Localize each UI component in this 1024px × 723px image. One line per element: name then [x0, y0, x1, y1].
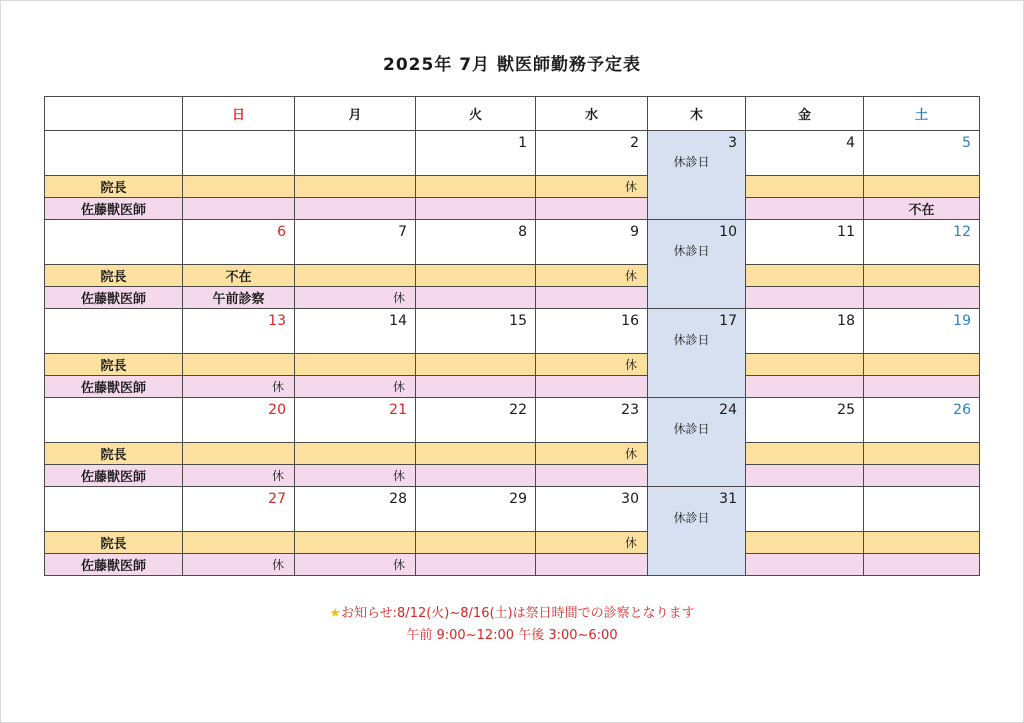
week-label-empty	[45, 131, 183, 176]
date-cell-tue	[416, 131, 536, 176]
director-status	[405, 446, 415, 460]
vet-cell-tue	[416, 287, 536, 309]
date-cell-wed	[536, 487, 648, 532]
header-corner	[45, 97, 183, 131]
vet-cell-sun	[183, 554, 295, 576]
date-number	[864, 487, 979, 491]
director-status	[405, 357, 415, 371]
director-cell-mon	[295, 354, 416, 376]
director-row	[45, 176, 980, 198]
date-cell-sun	[183, 398, 295, 443]
vet-label: 佐藤獣医師	[45, 376, 183, 398]
date-cell-sun	[183, 309, 295, 354]
vet-row	[45, 287, 980, 309]
date-cell-wed	[536, 131, 648, 176]
vet-status	[969, 557, 979, 571]
date-cell-wed	[536, 220, 648, 265]
director-cell-wed	[536, 265, 648, 287]
director-cell-fri	[746, 532, 864, 554]
date-cell-mon	[295, 398, 416, 443]
director-cell-wed	[536, 354, 648, 376]
date-number: 10	[719, 224, 737, 240]
date-cell-wed	[536, 309, 648, 354]
date-number: 13	[268, 313, 286, 329]
director-row	[45, 265, 980, 287]
date-cell-sun	[183, 131, 295, 176]
date-number	[183, 131, 294, 135]
vet-status	[525, 379, 535, 393]
vet-row	[45, 198, 980, 220]
vet-cell-sat	[864, 465, 980, 487]
director-status	[853, 268, 863, 282]
date-cell-mon	[295, 131, 416, 176]
vet-status: 不在	[908, 203, 935, 218]
notice-text-1: お知らせ:8/12(火)~8/16(土)は祭日時間での診察となります	[341, 606, 695, 621]
week-date-row	[45, 398, 980, 443]
vet-cell-tue	[416, 465, 536, 487]
date-number: 31	[719, 491, 737, 507]
schedule-table	[44, 96, 980, 576]
vet-status	[969, 379, 979, 393]
director-cell-sun	[183, 176, 295, 198]
vet-status	[525, 201, 535, 215]
vet-cell-mon	[295, 554, 416, 576]
vet-status: 午前診察	[212, 292, 265, 307]
director-row	[45, 443, 980, 465]
date-number: 19	[953, 313, 971, 329]
weekday-fri: 金	[746, 97, 864, 131]
date-number: 6	[277, 224, 286, 240]
date-number: 27	[268, 491, 286, 507]
vet-status: 休	[392, 469, 405, 483]
vet-status	[637, 290, 647, 304]
director-cell-wed	[536, 176, 648, 198]
director-status	[969, 268, 979, 282]
director-row	[45, 532, 980, 554]
date-cell-sat	[864, 487, 980, 532]
director-status	[969, 357, 979, 371]
vet-cell-fri	[746, 376, 864, 398]
vet-status	[853, 557, 863, 571]
date-number: 28	[389, 491, 407, 507]
director-cell-mon	[295, 176, 416, 198]
director-cell-sun	[183, 265, 295, 287]
closed-day-label: 休診日	[673, 511, 710, 525]
date-cell-thu	[648, 398, 746, 487]
date-number: 3	[728, 135, 737, 151]
vet-status	[284, 201, 294, 215]
date-number: 16	[621, 313, 639, 329]
vet-status	[853, 201, 863, 215]
vet-status: 休	[392, 291, 405, 305]
date-cell-thu	[648, 487, 746, 576]
director-label: 院長	[45, 443, 183, 465]
vet-status: 休	[271, 380, 284, 394]
director-label: 院長	[45, 265, 183, 287]
director-cell-sat	[864, 443, 980, 465]
director-status	[525, 357, 535, 371]
week-label-empty	[45, 309, 183, 354]
director-cell-mon	[295, 532, 416, 554]
vet-row	[45, 554, 980, 576]
week-date-row	[45, 131, 980, 176]
date-cell-wed	[536, 398, 648, 443]
director-cell-mon	[295, 265, 416, 287]
weekday-mon: 月	[295, 97, 416, 131]
date-cell-tue	[416, 398, 536, 443]
vet-row	[45, 376, 980, 398]
date-number: 15	[509, 313, 527, 329]
vet-status	[853, 290, 863, 304]
vet-label: 佐藤獣医師	[45, 198, 183, 220]
director-status	[969, 446, 979, 460]
director-cell-fri	[746, 354, 864, 376]
date-cell-fri	[746, 398, 864, 443]
vet-cell-fri	[746, 198, 864, 220]
date-number	[746, 487, 863, 491]
director-status	[853, 179, 863, 193]
notice	[0, 603, 1024, 647]
director-cell-fri	[746, 443, 864, 465]
date-cell-fri	[746, 309, 864, 354]
director-cell-fri	[746, 265, 864, 287]
vet-status: 休	[271, 469, 284, 483]
director-cell-sun	[183, 443, 295, 465]
date-number: 7	[398, 224, 407, 240]
star-icon: ★	[329, 606, 342, 621]
director-cell-sun	[183, 532, 295, 554]
vet-cell-sat	[864, 198, 980, 220]
director-status: 休	[624, 358, 637, 372]
vet-status	[637, 557, 647, 571]
vet-status	[853, 379, 863, 393]
vet-status	[969, 290, 979, 304]
weekday-sun: 日	[183, 97, 295, 131]
closed-day-label: 休診日	[673, 155, 710, 169]
director-status	[969, 179, 979, 193]
director-cell-tue	[416, 176, 536, 198]
director-status	[525, 179, 535, 193]
date-number: 8	[518, 224, 527, 240]
weekday-header-row	[45, 97, 980, 131]
director-status	[525, 535, 535, 549]
closed-day-label: 休診日	[673, 422, 710, 436]
director-status	[525, 446, 535, 460]
vet-cell-mon	[295, 287, 416, 309]
date-number: 29	[509, 491, 527, 507]
date-cell-sun	[183, 487, 295, 532]
vet-status	[525, 290, 535, 304]
vet-cell-sat	[864, 376, 980, 398]
vet-cell-wed	[536, 198, 648, 220]
date-number: 4	[846, 135, 855, 151]
date-cell-sat	[864, 309, 980, 354]
date-cell-thu	[648, 309, 746, 398]
vet-cell-sun	[183, 376, 295, 398]
vet-status	[969, 468, 979, 482]
date-number: 11	[837, 224, 855, 240]
director-cell-sat	[864, 354, 980, 376]
vet-status	[637, 468, 647, 482]
vet-label: 佐藤獣医師	[45, 287, 183, 309]
date-number: 26	[953, 402, 971, 418]
vet-status	[525, 468, 535, 482]
vet-cell-wed	[536, 554, 648, 576]
date-cell-tue	[416, 220, 536, 265]
date-cell-sat	[864, 131, 980, 176]
date-cell-mon	[295, 220, 416, 265]
director-status	[853, 357, 863, 371]
week-label-empty	[45, 220, 183, 265]
vet-label: 佐藤獣医師	[45, 554, 183, 576]
director-label: 院長	[45, 354, 183, 376]
week-date-row	[45, 309, 980, 354]
vet-cell-fri	[746, 554, 864, 576]
director-row	[45, 354, 980, 376]
weekday-sat: 土	[864, 97, 980, 131]
date-number: 22	[509, 402, 527, 418]
weekday-tue: 火	[416, 97, 536, 131]
date-cell-fri	[746, 220, 864, 265]
date-number: 9	[630, 224, 639, 240]
vet-status: 休	[392, 558, 405, 572]
director-status: 休	[624, 269, 637, 283]
vet-cell-sat	[864, 287, 980, 309]
weekday-thu: 木	[648, 97, 746, 131]
vet-cell-mon	[295, 198, 416, 220]
date-cell-sun	[183, 220, 295, 265]
vet-cell-tue	[416, 376, 536, 398]
date-cell-mon	[295, 487, 416, 532]
date-cell-mon	[295, 309, 416, 354]
director-cell-sun	[183, 354, 295, 376]
date-number: 30	[621, 491, 639, 507]
date-number: 12	[953, 224, 971, 240]
director-status: 休	[624, 447, 637, 461]
date-number: 20	[268, 402, 286, 418]
page-title: 2025年 7月 獣医師勤務予定表	[383, 55, 641, 75]
director-cell-tue	[416, 532, 536, 554]
week-date-row	[45, 220, 980, 265]
weekday-wed: 水	[536, 97, 648, 131]
date-number	[295, 131, 415, 135]
director-status: 休	[624, 180, 637, 194]
vet-cell-sun	[183, 465, 295, 487]
director-status	[405, 535, 415, 549]
director-cell-tue	[416, 265, 536, 287]
date-number: 17	[719, 313, 737, 329]
vet-status	[853, 468, 863, 482]
director-status	[969, 535, 979, 549]
director-status: 休	[624, 536, 637, 550]
date-number: 5	[962, 135, 971, 151]
director-cell-sat	[864, 532, 980, 554]
director-cell-wed	[536, 532, 648, 554]
date-cell-tue	[416, 309, 536, 354]
director-cell-sat	[864, 265, 980, 287]
date-cell-sat	[864, 220, 980, 265]
vet-status: 休	[271, 558, 284, 572]
week-label-empty	[45, 398, 183, 443]
vet-cell-mon	[295, 465, 416, 487]
director-status: 不在	[225, 270, 252, 285]
director-cell-wed	[536, 443, 648, 465]
date-number: 1	[518, 135, 527, 151]
week-label-empty	[45, 487, 183, 532]
notice-line-1	[0, 603, 1024, 625]
date-cell-tue	[416, 487, 536, 532]
vet-status	[525, 557, 535, 571]
date-number: 24	[719, 402, 737, 418]
vet-cell-tue	[416, 198, 536, 220]
director-label: 院長	[45, 532, 183, 554]
vet-status	[637, 379, 647, 393]
vet-status: 休	[392, 380, 405, 394]
vet-cell-fri	[746, 287, 864, 309]
closed-day-label: 休診日	[673, 333, 710, 347]
date-cell-fri	[746, 131, 864, 176]
vet-cell-sat	[864, 554, 980, 576]
schedule-body	[45, 131, 980, 576]
date-cell-thu	[648, 131, 746, 220]
director-status	[405, 179, 415, 193]
date-cell-thu	[648, 220, 746, 309]
vet-cell-wed	[536, 465, 648, 487]
director-cell-tue	[416, 443, 536, 465]
notice-line-2: 午前 9:00~12:00 午後 3:00~6:00	[406, 628, 618, 643]
director-status	[853, 535, 863, 549]
week-date-row	[45, 487, 980, 532]
director-label: 院長	[45, 176, 183, 198]
date-number: 18	[837, 313, 855, 329]
date-number: 2	[630, 135, 639, 151]
vet-label: 佐藤獣医師	[45, 465, 183, 487]
vet-cell-fri	[746, 465, 864, 487]
vet-cell-sun	[183, 198, 295, 220]
director-cell-tue	[416, 354, 536, 376]
director-cell-mon	[295, 443, 416, 465]
vet-cell-tue	[416, 554, 536, 576]
director-cell-sat	[864, 176, 980, 198]
vet-cell-wed	[536, 287, 648, 309]
director-status	[853, 446, 863, 460]
date-cell-sat	[864, 398, 980, 443]
date-number: 14	[389, 313, 407, 329]
date-number: 21	[389, 402, 407, 418]
date-cell-fri	[746, 487, 864, 532]
closed-day-label: 休診日	[673, 244, 710, 258]
vet-cell-mon	[295, 376, 416, 398]
director-status	[525, 268, 535, 282]
date-number: 25	[837, 402, 855, 418]
date-number: 23	[621, 402, 639, 418]
director-cell-fri	[746, 176, 864, 198]
vet-status	[405, 201, 415, 215]
vet-cell-wed	[536, 376, 648, 398]
director-status	[405, 268, 415, 282]
vet-status	[637, 201, 647, 215]
vet-row	[45, 465, 980, 487]
vet-cell-sun	[183, 287, 295, 309]
